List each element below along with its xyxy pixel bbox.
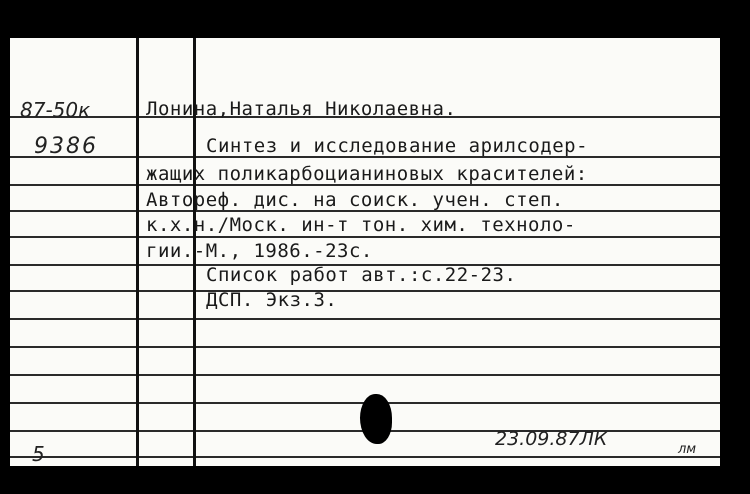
punch-hole [360, 394, 392, 444]
rule-line [10, 318, 720, 320]
imprint-line: гии.-М., 1986.-23с. [146, 240, 373, 262]
title-line: Синтез и исследование арилсодер- [206, 135, 589, 157]
description-line: Автореф. дис. на соиск. учен. степ. [146, 189, 564, 211]
author-line: Лонина,Наталья Николаевна. [146, 98, 457, 120]
rule-line [10, 374, 720, 376]
catalog-card [10, 38, 720, 466]
rule-line [10, 456, 720, 458]
rule-line [10, 236, 720, 238]
title-line: жащих поликарбоцианиновых красителей: [146, 163, 588, 185]
bottom-left-mark: 5 [32, 442, 45, 466]
date-mark: 23.09.87ЛК [495, 428, 608, 450]
description-line: к.х.н./Моск. ин-т тон. хим. техноло- [146, 214, 576, 236]
bibliography-note: Список работ авт.:с.22-23. [206, 264, 517, 286]
copies-note: ДСП. Экз.3. [206, 289, 338, 311]
rule-line [10, 290, 720, 292]
margin-line [136, 38, 139, 466]
call-number: 87-50к [20, 98, 91, 122]
inventory-number: 9386 [34, 134, 98, 159]
bottom-right-mark: лм [678, 442, 697, 457]
rule-line [10, 346, 720, 348]
